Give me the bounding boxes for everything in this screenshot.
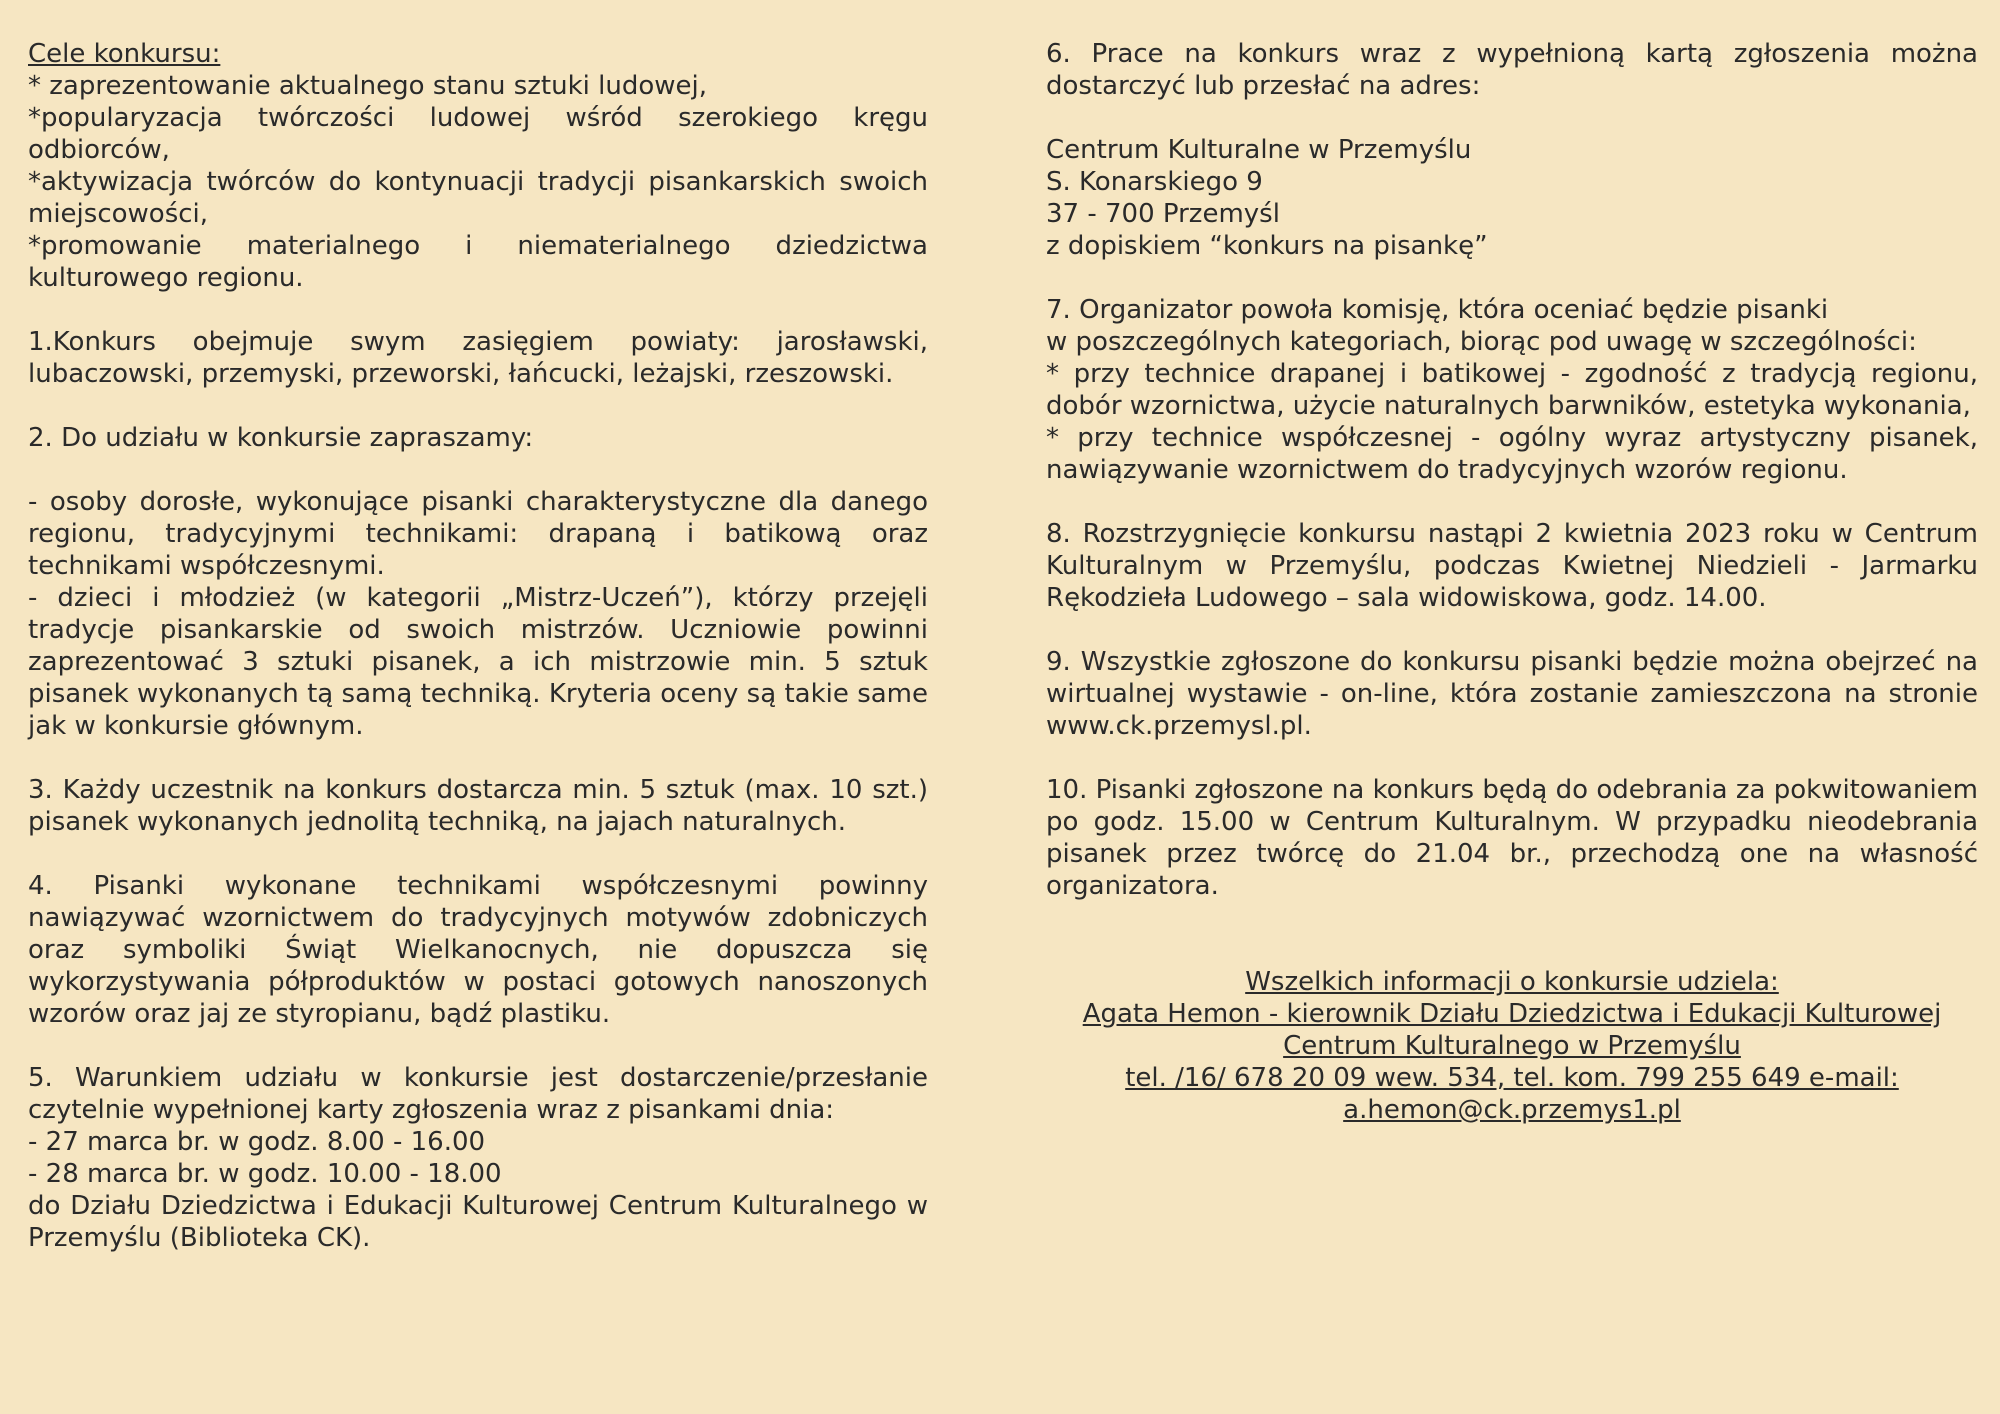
contact-block: [1046, 966, 1978, 1126]
rule-5-date: - 27 marca br. w godz. 8.00 - 16.00: [28, 1127, 486, 1157]
rule-7-criteria: * przy technice współczesnej - ogólny wyraz artystyczny pisanek, nawiązywanie wzornictwem do tradycyjnych wzorów regionu.: [1046, 423, 1978, 485]
rule-8: 8. Rozstrzygnięcie konkursu nastąpi 2 kwietnia 2023 roku w Centrum Kulturalnym w Przemyślu, podczas Kwietnej Niedzieli - Jarmarku Rękodzieła Ludowego – sala widowiskowa, godz. 14.00.: [1046, 519, 1978, 613]
rule-5-date: - 28 marca br. w godz. 10.00 - 18.00: [28, 1159, 502, 1189]
contact-line: Agata Hemon - kierownik Działu Dziedzictwa i Edukacji Kulturowej: [1082, 999, 1942, 1029]
spacer: [28, 454, 928, 486]
contact-line: Centrum Kulturalnego w Przemyślu: [1283, 1031, 1741, 1061]
rule-4: 4. Pisanki wykonane technikami współczesnymi powinny nawiązywać wzornictwem do tradycyjnych motywów zdobniczych oraz symboliki Świąt Wielkanocnych, nie dopuszcza się wykorzystywania półproduktów w postaci gotowych nanoszonych wzorów oraz jaj ze styropianu, bądź plastiku.: [28, 871, 928, 1029]
spacer: [1046, 102, 1978, 134]
rule-1: 1.Konkurs obejmuje swym zasięgiem powiaty: jarosławski, lubaczowski, przemyski, przeworski, łańcucki, leżajski, rzeszowski.: [28, 327, 928, 389]
spacer: [1046, 614, 1978, 646]
goal-item: *promowanie materialnego i niematerialnego dziedzictwa kulturowego regionu.: [28, 231, 928, 293]
contact-email: a.hemon@ck.przemys1.pl: [1343, 1095, 1681, 1125]
spacer: [28, 742, 928, 774]
goals-heading: Cele konkursu:: [28, 39, 221, 69]
goal-item: *popularyzacja twórczości ludowej wśród szerokiego kręgu odbiorców,: [28, 103, 928, 165]
spacer: [28, 1030, 928, 1062]
spacer: [1046, 262, 1978, 294]
address-line: z dopiskiem “konkurs na pisankę”: [1046, 231, 1488, 261]
address-line: 37 - 700 Przemyśl: [1046, 199, 1280, 229]
address-line: S. Konarskiego 9: [1046, 167, 1263, 197]
rule-2-adults: - osoby dorosłe, wykonujące pisanki charakterystyczne dla danego regionu, tradycyjnymi technikami: drapaną i batikową oraz technikami współczesnymi.: [28, 487, 928, 581]
right-column: [1046, 38, 1978, 1126]
contact-phone: tel. /16/ 678 20 09 wew. 534, tel. kom. 799 255 649 e-mail:: [1125, 1063, 1899, 1093]
spacer: [1046, 742, 1978, 774]
address-line: Centrum Kulturalne w Przemyślu: [1046, 135, 1472, 165]
spacer: [28, 390, 928, 422]
contact-line: Wszelkich informacji o konkursie udziela:: [1245, 967, 1779, 997]
rule-5: 5. Warunkiem udziału w konkursie jest dostarczenie/przesłanie czytelnie wypełnionej karty zgłoszenia wraz z pisankami dnia:: [28, 1063, 928, 1125]
rule-7: w poszczególnych kategoriach, biorąc pod uwagę w szczególności:: [1046, 327, 1917, 357]
rule-10: 10. Pisanki zgłoszone na konkurs będą do odebrania za pokwitowaniem po godz. 15.00 w Centrum Kulturalnym. W przypadku nieodebrania pisanek przez twórcę do 21.04 br., przechodzą one na własność organizatora.: [1046, 775, 1978, 901]
rule-7: 7. Organizator powoła komisję, która oceniać będzie pisanki: [1046, 295, 1829, 325]
rule-6: 6. Prace na konkurs wraz z wypełnioną kartą zgłoszenia można dostarczyć lub przesłać na adres:: [1046, 39, 1978, 101]
rule-9: 9. Wszystkie zgłoszone do konkursu pisanki będzie można obejrzeć na wirtualnej wystawie - on-line, która zostanie zamieszczona na stronie www.ck.przemysl.pl.: [1046, 647, 1978, 741]
rule-3: 3. Każdy uczestnik na konkurs dostarcza min. 5 sztuk (max. 10 szt.) pisanek wykonanych jednolitą techniką, na jajach naturalnych.: [28, 775, 928, 837]
rule-2-children: - dzieci i młodzież (w kategorii „Mistrz-Uczeń”), którzy przejęli tradycje pisankarskie od swoich mistrzów. Uczniowie powinni zaprezentować 3 sztuki pisanek, a ich mistrzowie min. 5 sztuk pisanek wykonanych tą samą techniką. Kryteria oceny są takie same jak w konkursie głównym.: [28, 583, 928, 741]
rule-5-place: do Działu Dziedzictwa i Edukacji Kulturowej Centrum Kulturalnego w Przemyślu (Biblioteka CK).: [28, 1191, 928, 1253]
goal-item: *aktywizacja twórców do kontynuacji tradycji pisankarskich swoich miejscowości,: [28, 167, 928, 229]
spacer: [28, 838, 928, 870]
left-column: [28, 38, 928, 1254]
goal-item: * zaprezentowanie aktualnego stanu sztuki ludowej,: [28, 71, 707, 101]
rule-7-criteria: * przy technice drapanej i batikowej - zgodność z tradycją regionu, dobór wzornictwa, użycie naturalnych barwników, estetyka wykonania,: [1046, 359, 1978, 421]
spacer: [1046, 486, 1978, 518]
spacer: [28, 294, 928, 326]
rule-2: 2. Do udziału w konkursie zapraszamy:: [28, 423, 534, 453]
